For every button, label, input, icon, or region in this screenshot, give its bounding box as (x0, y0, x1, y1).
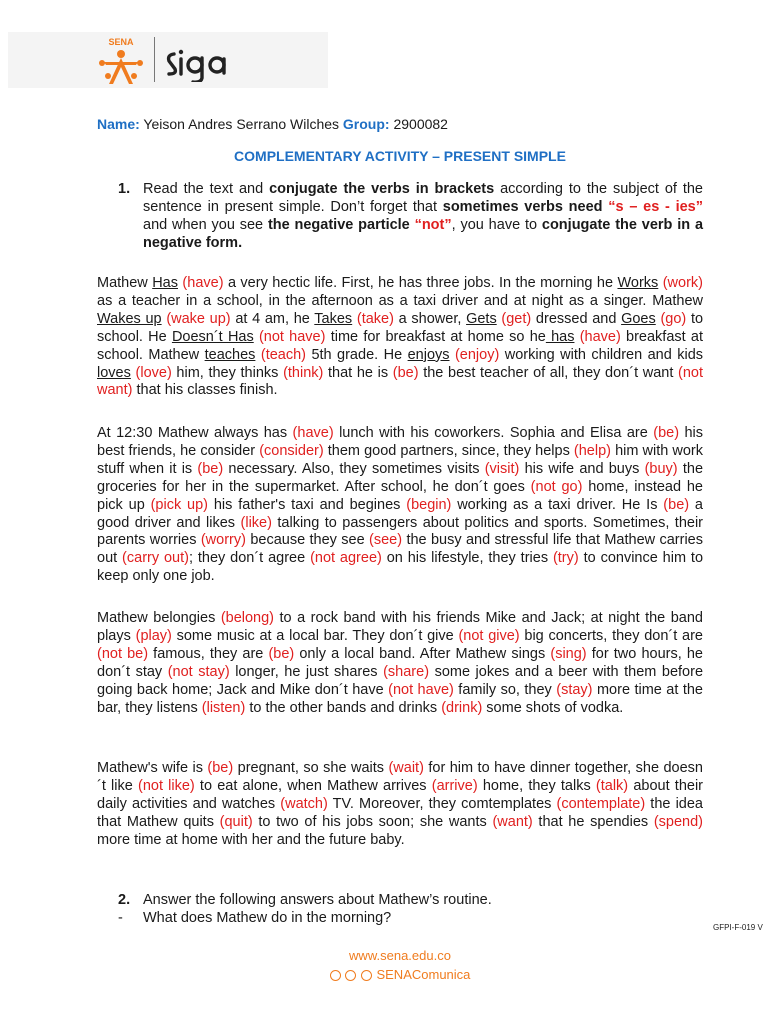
conjugated-verb: Has (152, 275, 178, 291)
text-run: some jokes and a beer with them before going back home; Jack and Mike don´t have (97, 663, 704, 698)
text-run: as a teacher in a school, in the afternoon as a taxi driver and at night as a singer. Mathew (97, 292, 703, 309)
verb-hint: (have) (292, 425, 334, 441)
emphasis-text: conjugate the verbs in brackets (269, 181, 495, 197)
text-run: because they see (245, 532, 370, 549)
student-info-line (97, 116, 448, 132)
text-run: more time at the bar, they listens (97, 681, 703, 716)
emphasis-text: sometimes verbs need (442, 199, 609, 215)
text-run: Read the text and (143, 181, 270, 197)
verb-hint: (arrive) (431, 777, 478, 794)
text-run: him with work stuff when it is (97, 442, 703, 477)
text-run: home, instead he pick up (97, 478, 703, 513)
group-label: Group: (342, 116, 390, 132)
conjugated-verb: enjoys (407, 346, 450, 363)
conjugated-verb: Works (617, 275, 659, 291)
text-run: dressed and (531, 310, 622, 327)
verb-hint: (talk) (595, 777, 629, 794)
verb-hint: (not go) (530, 478, 583, 495)
verb-hint: (be) (207, 760, 234, 776)
verb-hint: (take) (356, 310, 394, 327)
student-name: Yeison Andres Serrano Wilches (139, 116, 343, 132)
verb-hint: (be) (197, 460, 224, 477)
text-run: about their daily activities and watches (97, 777, 703, 812)
verb-hint: (be) (653, 425, 680, 441)
highlight-text: “not” (414, 217, 452, 233)
text-run: his father's taxi and begines (208, 496, 407, 513)
creative-commons-icon (330, 970, 341, 981)
instruction-block (118, 180, 703, 252)
conjugated-verb: Wakes up (97, 310, 162, 327)
emphasis-text: conjugate the verb in a negative form. (143, 217, 704, 251)
text-run: and when you see (143, 217, 268, 233)
verb-hint: (stay) (556, 681, 593, 698)
text-run: on his lifestyle, they tries (381, 550, 553, 567)
text-run: that he spendies (532, 813, 654, 830)
text-run: to two of his jobs soon; she wants (252, 813, 493, 830)
text-run: big concerts, they don´t are (519, 627, 703, 644)
form-code: GFPI-F-019 V (713, 923, 763, 932)
text-run: a very hectic life. First, he has three jobs. In the morning he (223, 275, 618, 291)
text-run: breakfast at school. Mathew (97, 328, 703, 363)
verb-hint: (quit) (219, 813, 253, 830)
text-run: pregnant, so she waits (233, 760, 389, 776)
text-run: the idea that Mathew quits (97, 795, 703, 830)
verb-hint: (teach) (260, 346, 306, 363)
logo-divider (154, 37, 155, 82)
noncommercial-icon (361, 970, 372, 981)
verb-hint: (share) (383, 663, 430, 680)
verb-hint: (want) (492, 813, 533, 830)
text-run: the groceries for her in the supermarket. After school, he don´t goes (97, 460, 704, 495)
text-run: famous, they are (148, 645, 269, 662)
verb-hint: (think) (283, 364, 324, 381)
text-run: necessary. Also, they sometimes visits (223, 460, 485, 477)
verb-hint: (be) (268, 645, 295, 662)
text-run: the busy and stressful life that Mathew carries out (97, 532, 703, 567)
verb-hint: (pick up) (150, 496, 209, 513)
verb-hint: (buy) (644, 460, 678, 477)
text-run: them good partners, since, they helps (323, 442, 574, 459)
verb-hint: (try) (552, 550, 579, 567)
text-run: ; they don´t agree (188, 550, 311, 567)
text-run: that he is (323, 364, 393, 381)
verb-hint: (not have) (258, 328, 326, 345)
text-run: some shots of vodka. (482, 699, 624, 716)
text-run: that his classes finish. (132, 382, 278, 399)
group-number: 2900082 (389, 116, 448, 132)
question-item (118, 909, 703, 927)
question-prompt: Answer the following answers about Mathew’s routine. (143, 892, 492, 908)
text-run: time for breakfast at home so he (325, 328, 546, 345)
text-run: more time at home with her and the future baby. (97, 831, 405, 848)
text-run: At 12:30 Mathew always has (97, 425, 293, 441)
verb-hint: (drink) (441, 699, 483, 716)
text-run: a good driver and likes (97, 496, 703, 531)
paragraph-1 (97, 275, 703, 400)
verb-hint: (be) (392, 364, 419, 381)
text-run: working as a taxi driver. He Is (451, 496, 664, 513)
instruction-text (143, 180, 703, 252)
verb-hint: (see) (369, 532, 403, 549)
text-run: talking to passengers about politics and sports. Sometimes, their parents worries (97, 514, 704, 549)
verb-hint: (sing) (550, 645, 587, 662)
verb-hint: (belong) (220, 610, 275, 626)
text-run: the best teacher of all, they don´t want (418, 364, 679, 381)
verb-hint: (listen) (201, 699, 246, 716)
footer-url-link[interactable]: www.sena.edu.co (349, 948, 451, 963)
text-run: Mathew belongies (97, 610, 221, 626)
verb-hint: (love) (135, 364, 172, 381)
conjugated-verb: Goes (621, 310, 656, 327)
activity-title: COMPLEMENTARY ACTIVITY – PRESENT SIMPLE (234, 148, 566, 164)
verb-hint: (be) (663, 496, 690, 513)
question-heading (118, 891, 703, 909)
verb-hint: (visit) (484, 460, 520, 477)
text-run: his best friends, he consider (97, 425, 703, 459)
question-number: 2. (118, 892, 131, 908)
text-run: to convince him to keep only one job. (97, 550, 704, 585)
verb-hint: (spend) (653, 813, 704, 830)
text-run: only a local band. After Mathew sings (294, 645, 551, 662)
verb-hint: (not like) (137, 777, 195, 794)
verb-hint: (not have) (388, 681, 454, 698)
text-run: to school. He (97, 310, 704, 345)
verb-hint: (not be) (97, 645, 149, 662)
verb-hint: (not stay) (167, 663, 230, 680)
text-run: for him to have dinner together, she doesn´t like (97, 760, 703, 794)
verb-hint: (wait) (388, 760, 424, 776)
footer-social-handle: SENAComunica (376, 967, 471, 982)
text-run: family so, they (453, 681, 557, 698)
verb-hint: (watch) (280, 795, 328, 812)
conjugated-verb: loves (97, 364, 131, 381)
text-run: him, they thinks (171, 364, 284, 381)
instruction-number: 1. (118, 181, 131, 197)
verb-hint: (consider) (259, 442, 324, 459)
paragraph-3 (97, 610, 703, 717)
text-run: some music at a local bar. They don´t give (171, 627, 459, 644)
text-run: to a rock band with his friends Mike and Jack; at night the band plays (97, 610, 703, 644)
conjugated-verb: teaches (204, 346, 256, 363)
verb-hint: (get) (501, 310, 532, 327)
text-run: lunch with his coworkers. Sophia and Elisa are (333, 425, 654, 441)
conjugated-verb: has (545, 328, 575, 345)
text-run: longer, he just shares (229, 663, 384, 680)
verb-hint: (like) (240, 514, 272, 531)
text-run: Mathew's wife is (97, 760, 208, 776)
attribution-icon (345, 970, 356, 981)
verb-hint: (not want) (97, 364, 704, 399)
emphasis-text: the negative particle (267, 217, 415, 233)
siga-logo (164, 38, 244, 82)
verb-hint: (contemplate) (556, 795, 646, 812)
verb-hint: (wake up) (166, 310, 231, 327)
text-run: a shower, (393, 310, 467, 327)
text-run: 5th grade. He (306, 346, 408, 363)
text-run: , you have to (451, 217, 542, 233)
verb-hint: (work) (662, 275, 703, 291)
paragraph-2 (97, 425, 703, 586)
text-run: to the other bands and drinks (245, 699, 442, 716)
question-item-text: What does Mathew do in the morning? (143, 910, 392, 926)
conjugated-verb: Takes (314, 310, 353, 327)
text-run: working with children and kids (499, 346, 704, 363)
question-list (118, 891, 703, 927)
question-item-marker: - (118, 910, 123, 926)
name-label: Name: (97, 116, 140, 132)
text-run: at 4 am, he (230, 310, 315, 327)
conjugated-verb: Doesn´t Has (171, 328, 254, 345)
verb-hint: (have) (182, 275, 224, 291)
text-run: for two hours, he don´t stay (97, 645, 703, 680)
text-run: Mathew (97, 275, 153, 291)
verb-hint: (worry) (200, 532, 246, 549)
verb-hint: (enjoy) (454, 346, 500, 363)
verb-hint: (not give) (458, 627, 520, 644)
sena-logo (96, 36, 146, 86)
verb-hint: (not agree) (310, 550, 382, 567)
text-run: home, they talks (477, 777, 596, 794)
svg-text:SENA: SENA (108, 37, 134, 47)
text-run: his wife and buys (519, 460, 645, 477)
verb-hint: (begin) (406, 496, 452, 513)
verb-hint: (help) (573, 442, 611, 459)
verb-hint: (play) (135, 627, 172, 644)
text-run: to eat alone, when Mathew arrives (194, 777, 432, 794)
text-run: according to the subject of the sentence in present simple. Don’t forget that (143, 181, 703, 215)
verb-hint: (carry out) (122, 550, 189, 567)
conjugated-verb: Gets (466, 310, 497, 327)
text-run: TV. Moreover, they comtemplates (327, 795, 557, 812)
verb-hint: (have) (579, 328, 621, 345)
highlight-text: “s – es - ies” (608, 199, 703, 215)
footer-social (0, 967, 768, 982)
paragraph-4 (97, 760, 703, 850)
verb-hint: (go) (660, 310, 687, 327)
